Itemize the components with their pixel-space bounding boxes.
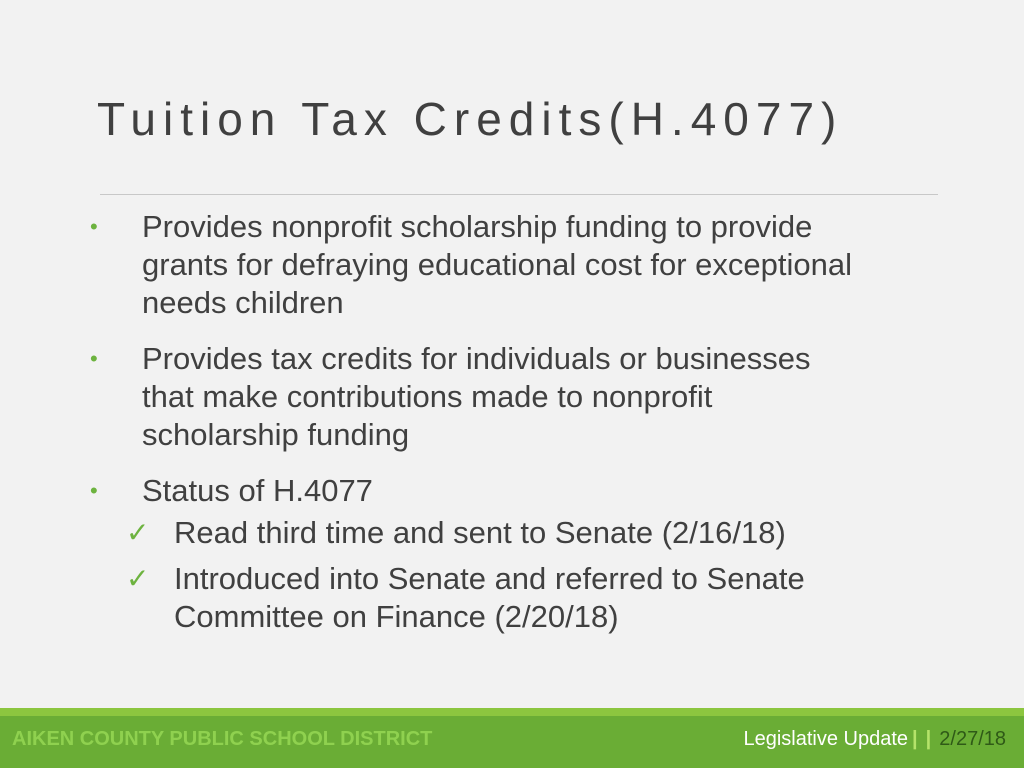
bullet-line: Provides nonprofit scholarship funding to provide xyxy=(142,209,813,244)
checkmark-icon: ✓ xyxy=(126,517,150,548)
bullet-item-1 xyxy=(86,208,986,322)
footer-info xyxy=(743,728,1006,751)
bullet-item-3 xyxy=(86,472,986,510)
bullet-list xyxy=(86,208,986,644)
footer-date: 2/27/18 xyxy=(939,728,1006,750)
footer-separator: | xyxy=(925,728,932,750)
bullet-line: grants for defraying educational cost for exceptional xyxy=(142,247,852,282)
title-divider xyxy=(100,194,938,195)
subitem-line: Committee on Finance (2/20/18) xyxy=(174,599,619,634)
footer-organization: AIKEN COUNTY PUBLIC SCHOOL DISTRICT xyxy=(12,728,433,750)
bullet-icon: • xyxy=(90,478,98,503)
footer-bar xyxy=(0,716,1024,768)
bullet-icon: • xyxy=(90,346,98,371)
footer-label: Legislative Update xyxy=(743,728,909,750)
footer-stripe xyxy=(0,708,1024,716)
bullet-line: that make contributions made to nonprofit xyxy=(142,379,713,414)
status-subitem-1 xyxy=(86,514,986,552)
bullet-line: scholarship funding xyxy=(142,417,410,452)
subitem-line: Read third time and sent to Senate (2/16/18) xyxy=(174,515,786,550)
bullet-line: needs children xyxy=(142,285,344,320)
subitem-line: Introduced into Senate and referred to Senate xyxy=(174,561,805,596)
status-subitem-2 xyxy=(86,560,986,636)
slide-title: Tuition Tax Credits(H.4077) xyxy=(97,93,844,145)
status-sublist xyxy=(86,514,986,636)
bullet-icon: • xyxy=(90,214,98,239)
bullet-line: Status of H.4077 xyxy=(142,473,373,508)
bullet-line: Provides tax credits for individuals or businesses xyxy=(142,341,811,376)
checkmark-icon: ✓ xyxy=(126,563,150,594)
bullet-item-2 xyxy=(86,340,986,454)
footer-separator: | xyxy=(912,728,918,750)
